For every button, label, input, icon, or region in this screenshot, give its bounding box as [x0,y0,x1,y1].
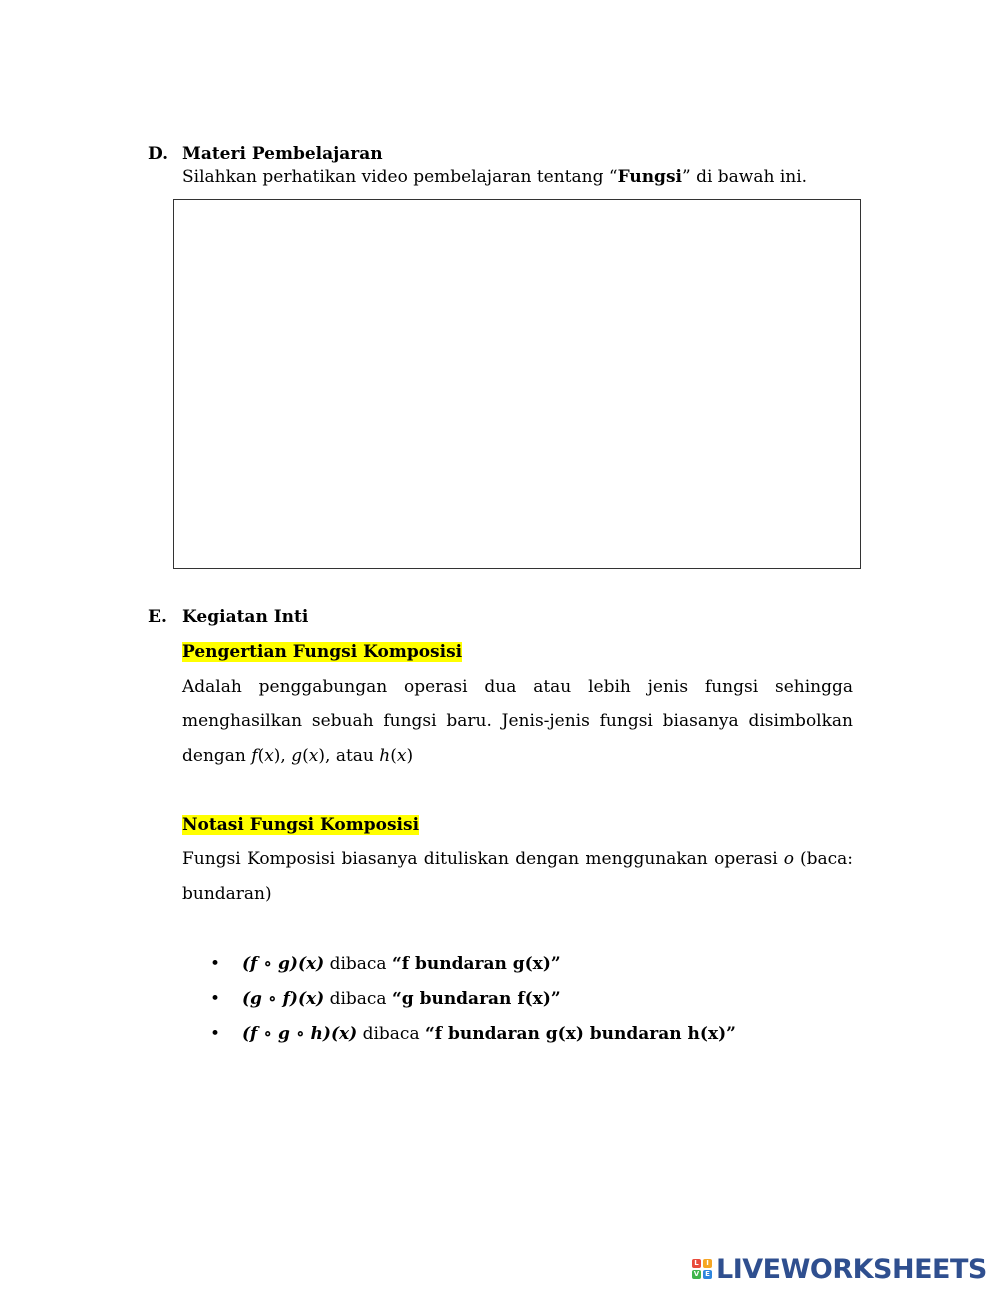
section-d-title: Materi Pembelajaran [182,144,383,164]
subheading-notasi-text: Notasi Fungsi Komposisi [182,815,420,835]
section-d-letter: D. [148,144,169,164]
bullet-2: (g ∘ f)(x) dibaca “g bundaran f(x)” [242,989,561,1009]
para2-line1: Fungsi Komposisi biasanya dituliskan dengan menggunakan operasi o (baca: [182,849,853,869]
section-e-letter: E. [148,607,167,627]
logo-badge-l: L [692,1259,701,1268]
bullet-3: (f ∘ g ∘ h)(x) dibaca “f bundaran g(x) bundaran h(x)” [242,1024,736,1044]
logo-badge-v: V [693,1270,700,1278]
liveworksheets-logo[interactable] [692,1254,987,1284]
logo-badge-icon [692,1259,712,1279]
section-e-title: Kegiatan Inti [182,607,309,627]
subheading-pengertian-text: Pengertian Fungsi Komposisi [182,642,463,662]
para1-line2: menghasilkan sebuah fungsi baru. Jenis-jenis fungsi biasanya disimbolkan [182,711,853,731]
logo-badge-i: I [703,1259,712,1268]
logo-badge-e: E [703,1270,712,1279]
video-embed-area[interactable] [173,199,861,569]
bullet-1: (f ∘ g)(x) dibaca “f bundaran g(x)” [242,954,561,974]
subheading-notasi [182,815,419,835]
logo-text: LIVEWORKSHEETS [716,1253,987,1285]
intro-text-bold: Fungsi [617,167,682,187]
bullet-2-dot: • [210,989,221,1009]
para1-line1: Adalah penggabungan operasi dua atau lebih jenis fungsi sehingga [182,677,853,697]
para1-line3: dengan f(x), g(x), atau h(x) [182,746,414,766]
subheading-pengertian [182,642,462,662]
intro-text-after: ” di bawah ini. [681,167,808,187]
section-d-intro [182,167,807,187]
para2-line2: bundaran) [182,884,272,904]
bullet-1-dot: • [210,954,221,974]
bullet-3-dot: • [210,1024,221,1044]
intro-text-before: Silahkan perhatikan video pembelajaran tentang “ [182,167,618,187]
